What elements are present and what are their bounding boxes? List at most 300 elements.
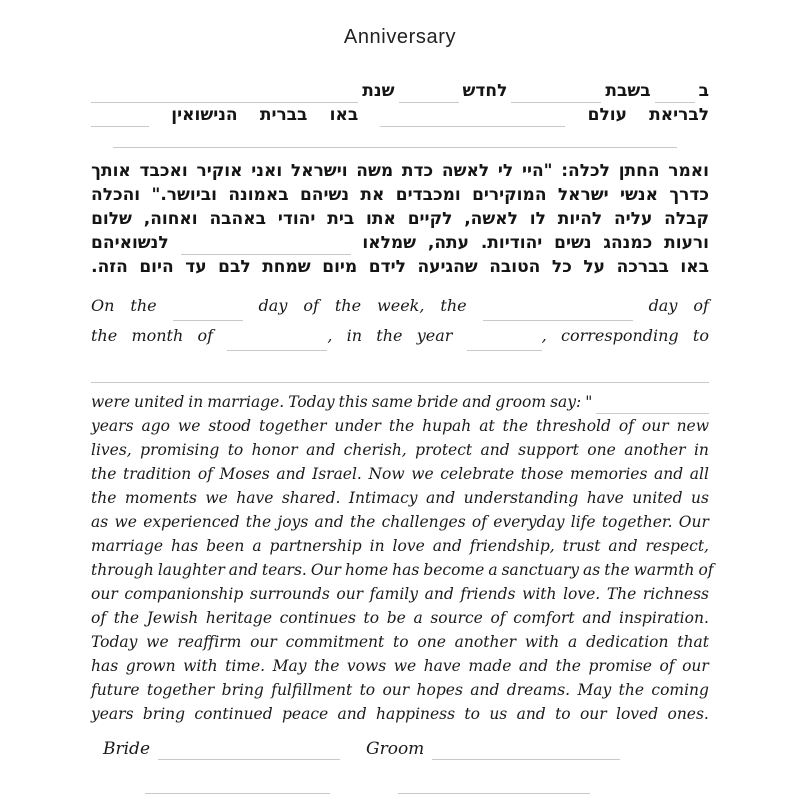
english-date-section <box>91 291 709 351</box>
word: united <box>134 393 185 411</box>
word: have <box>586 489 624 507</box>
word: of <box>303 296 319 315</box>
word: corresponding <box>561 326 679 345</box>
word: and <box>582 609 612 627</box>
word: יהודיות. <box>480 233 543 253</box>
word: support <box>518 441 579 459</box>
word: and <box>462 393 492 411</box>
word: this <box>338 393 368 411</box>
text-line <box>91 79 709 103</box>
word: promising <box>140 441 220 459</box>
word: שמלאו <box>362 233 417 253</box>
word: continued <box>194 705 273 723</box>
text-line <box>91 207 709 231</box>
blank-with-punctuation <box>227 321 332 351</box>
word: honor <box>251 441 298 459</box>
word: ago <box>141 417 170 435</box>
text-line <box>91 462 709 486</box>
word: us <box>489 705 508 723</box>
word: and <box>608 537 638 555</box>
word: of <box>693 296 709 315</box>
word: להיות <box>557 209 603 229</box>
word: time. <box>225 657 266 675</box>
word: us <box>690 489 709 507</box>
word: ואחוה, <box>143 209 198 229</box>
word: אנשי <box>619 185 658 205</box>
word: in <box>369 537 385 555</box>
word: to <box>393 633 409 651</box>
word: the <box>376 326 403 345</box>
word: לו <box>529 209 546 229</box>
word: friendship, <box>469 537 555 555</box>
word: נשיהם <box>299 185 350 205</box>
word: year <box>416 326 453 345</box>
word: אתו <box>366 209 396 229</box>
word: the <box>91 465 117 483</box>
word: heritage <box>205 609 272 627</box>
word: we <box>146 633 169 651</box>
word: על <box>583 257 605 277</box>
word: and <box>228 561 258 579</box>
word: and <box>425 489 456 507</box>
word: On <box>91 296 115 315</box>
word: peace <box>281 705 329 723</box>
word: we <box>205 489 228 507</box>
word: וישראל <box>290 161 348 181</box>
word: loved <box>616 705 659 723</box>
word: stood <box>208 417 252 435</box>
blank-field <box>399 89 459 103</box>
blank-with-punctuation <box>467 321 547 351</box>
word: been <box>206 537 245 555</box>
word: moments <box>124 489 197 507</box>
word: our <box>91 585 118 603</box>
word: those <box>520 465 564 483</box>
word: לבריאת <box>649 105 709 125</box>
word: partnership <box>269 537 362 555</box>
word: respect, <box>645 537 709 555</box>
word: ב <box>698 81 709 101</box>
word: of <box>197 465 213 483</box>
blank-line-full <box>113 147 677 148</box>
word: everyday <box>493 513 565 531</box>
blank-field <box>467 337 542 351</box>
word: את <box>360 185 385 205</box>
word: sanctuary <box>501 561 580 579</box>
word: day <box>648 296 678 315</box>
word: the <box>91 489 117 507</box>
text-line <box>91 183 709 207</box>
bride-label: Bride <box>103 739 150 759</box>
word: challenges <box>381 513 466 531</box>
text-line <box>91 103 709 127</box>
word: ואמר <box>668 161 709 181</box>
word: and <box>470 681 500 699</box>
word: bring <box>142 705 186 723</box>
text-line <box>91 486 709 510</box>
word: life <box>570 513 596 531</box>
word: laughter <box>157 561 225 579</box>
groom-label: Groom <box>366 739 425 759</box>
page-title: Anniversary <box>343 26 457 48</box>
word: all <box>689 465 709 483</box>
word: source <box>430 609 483 627</box>
blank-field <box>380 113 565 127</box>
word: the <box>388 417 415 435</box>
word: as <box>91 513 109 531</box>
word: in <box>693 441 709 459</box>
blank-line-full <box>91 382 709 383</box>
word: years <box>91 705 134 723</box>
word: we <box>177 417 201 435</box>
word: new <box>676 417 709 435</box>
word: the <box>245 513 272 531</box>
word: experienced <box>143 513 240 531</box>
word: a <box>568 633 578 651</box>
word: hopes <box>416 681 463 699</box>
word: to <box>363 609 380 627</box>
word: we <box>393 657 417 675</box>
word: לידם <box>368 257 406 277</box>
word: we <box>411 465 434 483</box>
word: celebrate <box>440 465 515 483</box>
word: ורעות <box>664 233 709 253</box>
word: and <box>314 513 344 531</box>
word: עליה <box>614 209 653 229</box>
word: כדרך <box>669 185 709 205</box>
word: and <box>518 657 549 675</box>
word: ואכבד <box>139 161 188 181</box>
text-line <box>91 630 709 654</box>
word: a <box>488 561 498 579</box>
word: אותך <box>91 161 131 181</box>
word: reaffirm <box>177 633 242 651</box>
word: a <box>413 609 423 627</box>
word: to <box>692 326 709 345</box>
word: together <box>146 681 215 699</box>
groom-signature-line <box>432 746 620 760</box>
blank-field <box>511 89 601 103</box>
word: commitment <box>285 633 385 651</box>
word: החתן <box>618 161 660 181</box>
hebrew-paragraph <box>91 159 709 279</box>
word: our <box>579 705 607 723</box>
word: the <box>440 296 467 315</box>
word: עד <box>185 257 207 277</box>
word: בית <box>327 209 355 229</box>
blank-field <box>227 337 327 351</box>
word: tears. <box>261 561 307 579</box>
word: hupah <box>422 417 472 435</box>
word: and <box>516 705 546 723</box>
word: and <box>432 537 462 555</box>
word: as <box>583 561 601 579</box>
word: marriage <box>91 537 164 555</box>
word: marriage. <box>207 393 285 411</box>
word: be <box>386 609 406 627</box>
word: friends <box>460 585 516 603</box>
text-line <box>91 255 709 279</box>
word: of <box>698 561 714 579</box>
word: the <box>91 326 118 345</box>
word: Intimacy <box>348 489 418 507</box>
text-line <box>91 654 709 678</box>
word: Jewish <box>146 609 199 627</box>
word: our <box>336 585 364 603</box>
word: שמחת <box>262 257 311 277</box>
word: The <box>606 585 637 603</box>
word: bring <box>221 681 264 699</box>
blank-line-right <box>398 780 590 794</box>
word: continues <box>279 609 356 627</box>
word: ואני <box>251 161 283 181</box>
word: to <box>227 441 244 459</box>
word: were <box>91 393 131 411</box>
word: cherish, <box>343 441 407 459</box>
word: in <box>346 326 363 345</box>
english-paragraph <box>91 390 714 726</box>
word: בברכה <box>616 257 669 277</box>
word: memories <box>570 465 648 483</box>
word: trust <box>562 537 601 555</box>
word: Israel. <box>312 465 362 483</box>
word: of <box>91 609 107 627</box>
word: surrounds <box>249 585 330 603</box>
word: to <box>464 705 480 723</box>
word: and <box>424 585 454 603</box>
word: of <box>659 657 675 675</box>
word: of <box>197 326 214 345</box>
word: שלום <box>91 209 132 229</box>
word: באהבה <box>209 209 266 229</box>
word: in <box>188 393 204 411</box>
word: our <box>682 657 709 675</box>
word: have <box>236 489 274 507</box>
word: " <box>585 393 593 411</box>
text-line <box>91 510 709 534</box>
word: of <box>490 609 506 627</box>
hebrew-date-section <box>91 79 709 127</box>
word: כדת <box>401 161 434 181</box>
word: our <box>250 633 277 651</box>
bride-signature-line <box>158 746 340 760</box>
word: inspiration. <box>619 609 709 627</box>
word: May <box>577 681 612 699</box>
word: bride <box>416 393 459 411</box>
word: כל <box>551 257 572 277</box>
word: our <box>382 681 410 699</box>
word: same <box>371 393 413 411</box>
word: and <box>306 441 336 459</box>
word: future <box>91 681 140 699</box>
text-line <box>91 678 709 702</box>
word: we <box>114 513 137 531</box>
word: הנישואין <box>171 105 238 125</box>
word: the <box>555 657 581 675</box>
word: dedication <box>586 633 669 651</box>
word: has <box>392 561 420 579</box>
word: to <box>359 681 376 699</box>
word: לחדש <box>462 81 508 101</box>
signature-row <box>91 738 709 760</box>
word: היום <box>139 257 174 277</box>
word: the <box>113 609 140 627</box>
text-line <box>91 291 709 321</box>
word: threshold <box>535 417 611 435</box>
word: with <box>183 657 218 675</box>
word: family <box>369 585 419 603</box>
word: המוקירים <box>472 185 547 205</box>
word: with <box>524 633 560 651</box>
word: fulfillment <box>271 681 353 699</box>
word: tradition <box>122 465 192 483</box>
word: ones. <box>667 705 709 723</box>
word: לנשואיהם <box>91 233 169 253</box>
word: groom <box>495 393 547 411</box>
word: קבלה <box>664 209 709 229</box>
blank-field <box>181 241 351 255</box>
text-line <box>91 534 709 558</box>
word: of <box>471 513 487 531</box>
bottom-blank-lines-row <box>91 780 709 794</box>
word: לאשה, <box>464 209 518 229</box>
text-line <box>91 606 709 630</box>
word: באמונה <box>228 185 289 205</box>
word: , <box>327 326 333 345</box>
word: and <box>480 441 510 459</box>
text-line <box>91 390 709 414</box>
word: אוקיר <box>196 161 243 181</box>
word: the <box>502 417 529 435</box>
word: day <box>258 296 288 315</box>
text-line <box>91 702 709 726</box>
word: יהודי <box>277 209 316 229</box>
word: with <box>522 585 557 603</box>
word: ומכבדים <box>395 185 461 205</box>
word: through <box>91 561 154 579</box>
word: understanding <box>463 489 579 507</box>
word: warmth <box>633 561 695 579</box>
word: grown <box>125 657 176 675</box>
word: has <box>171 537 199 555</box>
word: of <box>618 417 634 435</box>
word: another <box>454 633 517 651</box>
word: the <box>604 561 630 579</box>
word: a <box>252 537 262 555</box>
word: , <box>541 326 547 345</box>
blank-field <box>173 307 243 321</box>
word: home <box>344 561 389 579</box>
word: עתה, <box>427 233 469 253</box>
word: שנת <box>362 81 395 101</box>
word: at <box>479 417 495 435</box>
word: richness <box>642 585 709 603</box>
word: מיום <box>322 257 358 277</box>
word: happiness <box>376 705 456 723</box>
word: has <box>91 657 119 675</box>
word: "היי <box>521 161 553 181</box>
word: באו <box>680 257 709 277</box>
document-content <box>91 26 714 794</box>
blank-field <box>91 113 149 127</box>
word: that <box>677 633 709 651</box>
text-line <box>91 558 714 582</box>
word: coming <box>651 681 709 699</box>
word: week, <box>377 296 425 315</box>
word: and <box>337 705 367 723</box>
word: comfort <box>513 609 575 627</box>
word: promise <box>588 657 652 675</box>
word: our <box>641 417 669 435</box>
word: years <box>91 417 134 435</box>
word: the <box>349 513 376 531</box>
word: shared. <box>281 489 341 507</box>
word: month <box>131 326 184 345</box>
word: וביושר." <box>151 185 217 205</box>
word: become <box>423 561 485 579</box>
text-line <box>91 159 709 183</box>
word: joys <box>277 513 309 531</box>
word: Today <box>288 393 335 411</box>
word: Our <box>310 561 341 579</box>
word: vows <box>346 657 387 675</box>
word: together. <box>601 513 673 531</box>
word: הטובה <box>489 257 541 277</box>
word: לאשה <box>441 161 490 181</box>
blank-field <box>91 89 358 103</box>
word: together <box>259 417 327 435</box>
text-line <box>91 321 709 351</box>
word: united <box>632 489 683 507</box>
word: בברית <box>259 105 308 125</box>
word: and <box>276 465 306 483</box>
blank-field <box>655 89 695 103</box>
word: לקיים <box>407 209 453 229</box>
word: ישראל <box>557 185 609 205</box>
word: הזה. <box>91 257 128 277</box>
word: בשבת <box>605 81 651 101</box>
word: one <box>587 441 616 459</box>
word: under <box>334 417 381 435</box>
word: another <box>624 441 686 459</box>
word: לבם <box>218 257 251 277</box>
word: say: <box>550 393 582 411</box>
word: and <box>654 465 684 483</box>
word: the <box>618 681 645 699</box>
word: לכלה: <box>561 161 610 181</box>
text-line <box>91 414 709 438</box>
word: companionship <box>124 585 244 603</box>
word: lives, <box>91 441 132 459</box>
word: the <box>313 657 340 675</box>
word: נשים <box>554 233 592 253</box>
word: protect <box>415 441 473 459</box>
blank-field <box>596 400 709 414</box>
word: May <box>272 657 307 675</box>
text-line <box>91 438 709 462</box>
word: made <box>468 657 512 675</box>
word: love. <box>563 585 601 603</box>
word: one <box>417 633 446 651</box>
word: עולם <box>587 105 627 125</box>
word: Today <box>91 633 138 651</box>
word: dreams. <box>506 681 571 699</box>
word: כמנהג <box>603 233 653 253</box>
word: Moses <box>219 465 270 483</box>
word: והכלה <box>91 185 141 205</box>
word: love <box>392 537 425 555</box>
word: the <box>130 296 157 315</box>
